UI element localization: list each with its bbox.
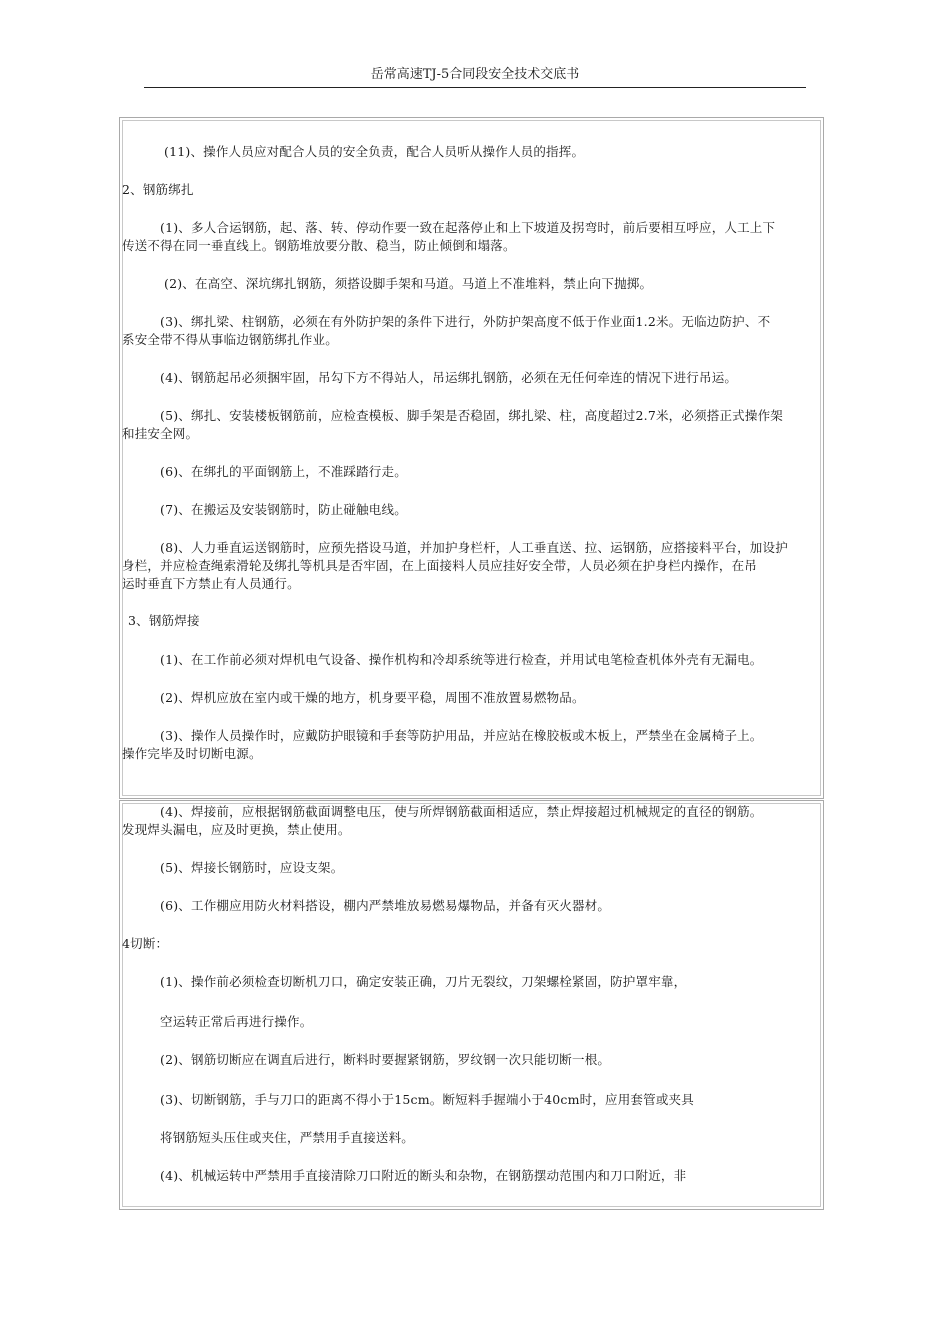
para-2-2: (2)、在高空、深坑绑扎钢筋，须搭设脚手架和马道。马道上不准堆料，禁止向下抛掷。 — [164, 276, 653, 291]
para-4-1-line1: (1)、操作前必须检查切断机刀口，确定安装正确，刀片无裂纹，刀架螺栓紧固，防护罩牢靠， — [160, 974, 687, 989]
para-3-4-line2: 发现焊头漏电，应及时更换，禁止使用。 — [122, 822, 351, 837]
para-2-7: (7)、在搬运及安装钢筋时，防止碰触电线。 — [160, 502, 407, 517]
para-4-2: (2)、钢筋切断应在调直后进行，断料时要握紧钢筋，罗纹钢一次只能切断一根。 — [160, 1052, 611, 1067]
para-3-4-line1: (4)、焊接前，应根据钢筋截面调整电压，使与所焊钢筋截面相适应，禁止焊接超过机械规定的直径的钢筋。 — [160, 804, 763, 819]
para-2-1-line2: 传送不得在同一垂直线上。钢筋堆放要分散、稳当，防止倾倒和塌落。 — [122, 238, 516, 253]
para-2-8-line2: 身栏，并应检查绳索滑轮及绑扎等机具是否牢固，在上面接料人员应挂好安全带，人员必须在护身栏内操作，在吊 — [122, 558, 758, 573]
para-2-6: (6)、在绑扎的平面钢筋上，不准踩踏行走。 — [160, 464, 407, 479]
para-2-1-line1: (1)、多人合运钢筋，起、落、转、停动作要一致在起落停止和上下坡道及拐弯时，前后要相互呼应，人工上下 — [160, 220, 776, 235]
para-3-2: (2)、焊机应放在室内或干燥的地方，机身要平稳，周围不准放置易燃物品。 — [160, 690, 585, 705]
para-2-3-line2: 系安全带不得从事临边钢筋绑扎作业。 — [122, 332, 338, 347]
para-3-6: (6)、工作棚应用防火材料搭设，棚内严禁堆放易燃易爆物品，并备有灭火器材。 — [160, 898, 611, 913]
para-4-1-line2: 空运转正常后再进行操作。 — [160, 1014, 313, 1029]
para-3-5: (5)、焊接长钢筋时，应设支架。 — [160, 860, 344, 875]
para-4-3-line1: (3)、切断钢筋，手与刀口的距离不得小于15cm。断短料手握端小于40cm时，应用套管或夹具 — [160, 1092, 694, 1107]
header-rule — [144, 87, 806, 88]
page-header-title: 岳常高速TJ-5合同段安全技术交底书 — [370, 67, 580, 82]
para-2-4: (4)、钢筋起吊必须捆牢固，吊勾下方不得站人，吊运绑扎钢筋，必须在无任何牵连的情况下进行吊运。 — [160, 370, 738, 385]
para-2-5-line2: 和挂安全网。 — [122, 426, 199, 441]
para-2-8-line3: 运时垂直下方禁止有人员通行。 — [122, 576, 300, 591]
para-2-11: (11)、操作人员应对配合人员的安全负责，配合人员听从操作人员的指挥。 — [164, 144, 585, 159]
section-title-2: 2、钢筋绑扎 — [122, 182, 194, 197]
para-4-4: (4)、机械运转中严禁用手直接清除刀口附近的断头和杂物，在钢筋摆动范围内和刀口附近，非 — [160, 1168, 687, 1183]
para-2-5-line1: (5)、绑扎、安装楼板钢筋前，应检查模板、脚手架是否稳固，绑扎梁、柱，高度超过2.7米，必须搭正式操作架 — [160, 408, 783, 423]
para-4-3-line2: 将钢筋短头压住或夹住，严禁用手直接送料。 — [160, 1130, 415, 1145]
section-title-3: 3、钢筋焊接 — [128, 613, 200, 628]
para-3-1: (1)、在工作前必须对焊机电气设备、操作机构和冷却系统等进行检查，并用试电笔检查机体外壳有无漏电。 — [160, 652, 763, 667]
section-title-4: 4切断： — [122, 936, 169, 951]
para-2-3-line1: (3)、绑扎梁、柱钢筋，必须在有外防护架的条件下进行，外防护架高度不低于作业面1.2米。无临边防护、不 — [160, 314, 771, 329]
para-3-3-line2: 操作完毕及时切断电源。 — [122, 746, 262, 761]
para-3-3-line1: (3)、操作人员操作时，应戴防护眼镜和手套等防护用品，并应站在橡胶板或木板上，严禁坐在金属椅子上。 — [160, 728, 763, 743]
para-2-8-line1: (8)、人力垂直运送钢筋时，应预先搭设马道，并加护身栏杆，人工垂直送、拉、运钢筋，应搭接料平台，加设护 — [160, 540, 788, 555]
